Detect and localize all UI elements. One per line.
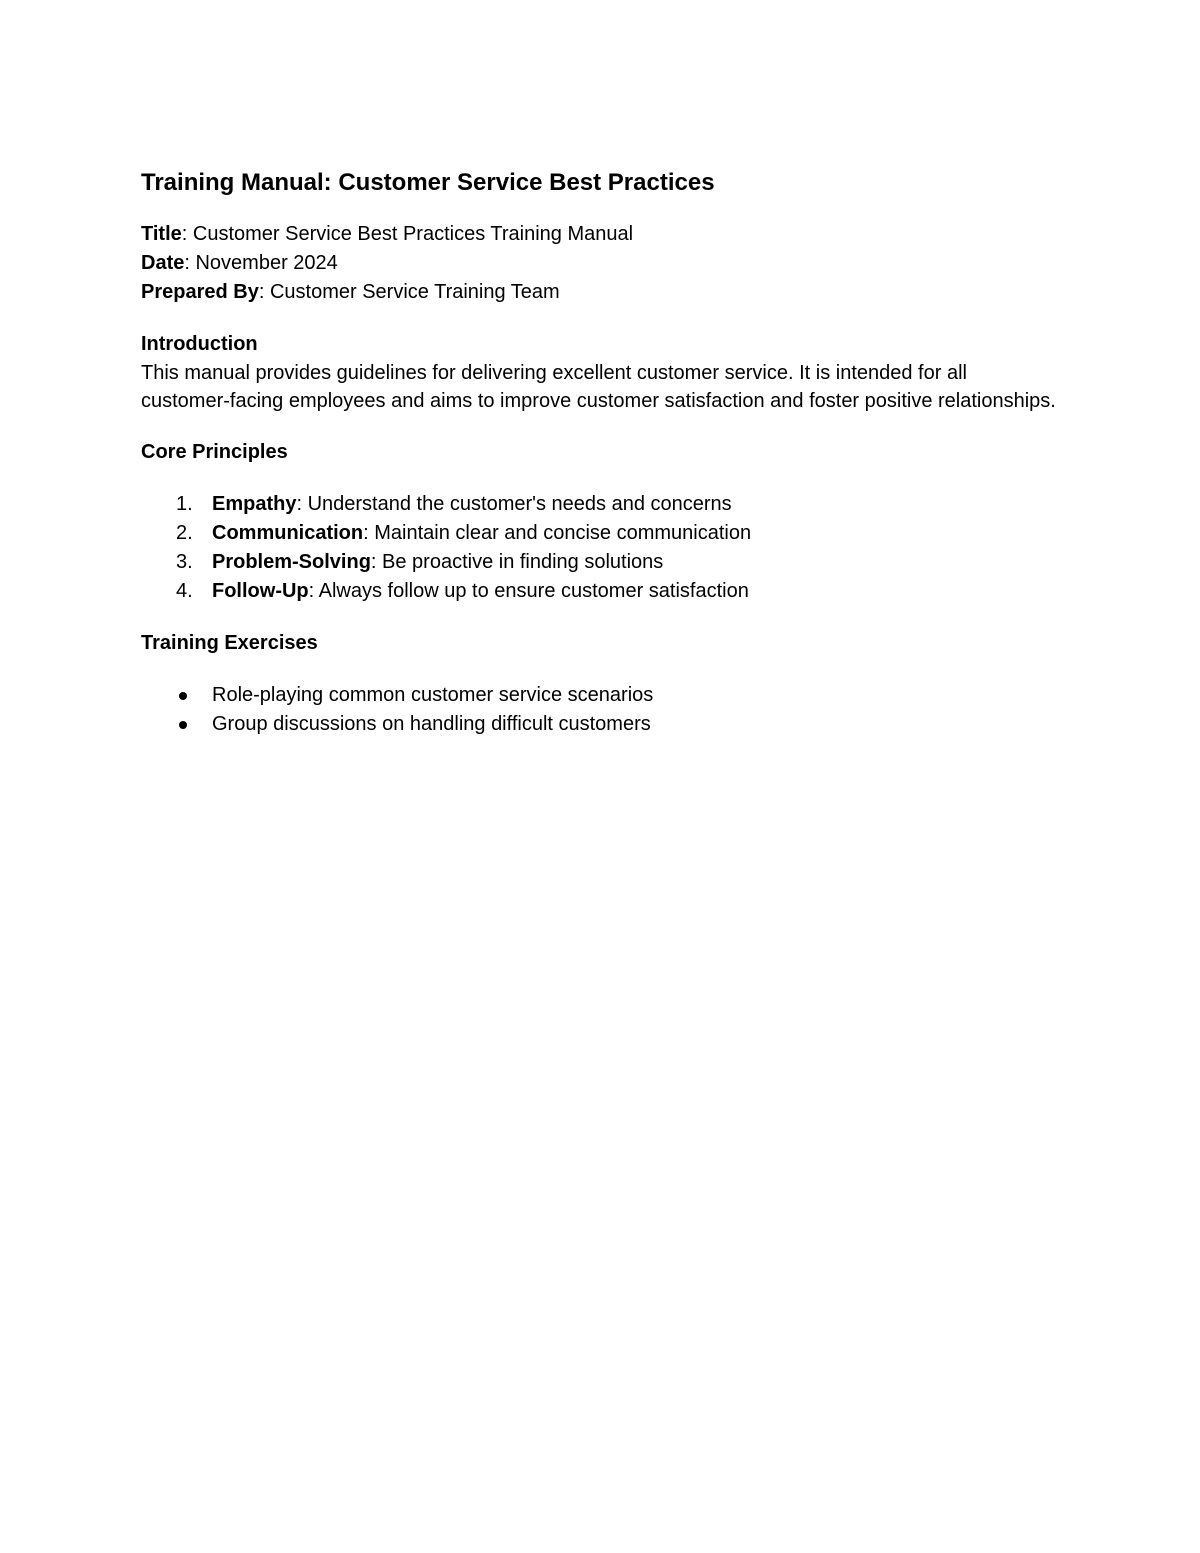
list-item bbox=[141, 490, 1061, 519]
meta-value: : November 2024 bbox=[184, 252, 338, 274]
list-number: 3. bbox=[176, 551, 193, 573]
meta-title-line bbox=[141, 220, 1061, 249]
principle-text: : Maintain clear and concise communication bbox=[363, 522, 752, 544]
bullet-icon bbox=[179, 692, 187, 700]
core-principles-section bbox=[141, 438, 1061, 606]
training-exercises-list bbox=[141, 681, 1061, 739]
principle-text: : Be proactive in finding solutions bbox=[370, 551, 664, 573]
list-number: 1. bbox=[176, 493, 193, 515]
meta-label: Title bbox=[141, 223, 182, 245]
training-exercises-heading: Training Exercises bbox=[141, 632, 318, 654]
meta-value: : Customer Service Best Practices Training Manual bbox=[181, 223, 634, 245]
principle-term: Empathy bbox=[212, 493, 297, 515]
meta-label: Date bbox=[141, 252, 185, 274]
document-content bbox=[141, 166, 1061, 739]
meta-date-line bbox=[141, 249, 1061, 278]
list-number: 2. bbox=[176, 522, 193, 544]
list-item bbox=[141, 710, 1061, 739]
meta-label: Prepared By bbox=[141, 281, 259, 303]
list-item bbox=[141, 577, 1061, 606]
document-title: Training Manual: Customer Service Best Practices bbox=[141, 169, 715, 196]
principle-term: Follow-Up bbox=[212, 580, 309, 602]
exercise-text: Role-playing common customer service scenarios bbox=[212, 684, 654, 706]
introduction-heading: Introduction bbox=[141, 333, 258, 355]
list-item bbox=[141, 548, 1061, 577]
training-exercises-section bbox=[141, 629, 1061, 739]
core-principles-list bbox=[141, 490, 1061, 606]
list-number: 4. bbox=[176, 580, 193, 602]
list-item bbox=[141, 681, 1061, 710]
meta-prepared-by-line bbox=[141, 278, 1061, 307]
principle-term: Problem-Solving bbox=[212, 551, 371, 573]
list-item bbox=[141, 519, 1061, 548]
introduction-text: This manual provides guidelines for delivering excellent customer service. It is intended for all customer-facing employees and aims to improve customer satisfaction and foster positive relationships. bbox=[141, 362, 1056, 412]
principle-term: Communication bbox=[212, 522, 364, 544]
bullet-icon bbox=[179, 721, 187, 729]
exercise-text: Group discussions on handling difficult customers bbox=[212, 713, 651, 735]
introduction-section bbox=[141, 330, 1061, 415]
core-principles-heading: Core Principles bbox=[141, 441, 288, 463]
meta-value: : Customer Service Training Team bbox=[258, 281, 560, 303]
principle-text: : Always follow up to ensure customer satisfaction bbox=[308, 580, 749, 602]
principle-text: : Understand the customer's needs and concerns bbox=[296, 493, 732, 515]
